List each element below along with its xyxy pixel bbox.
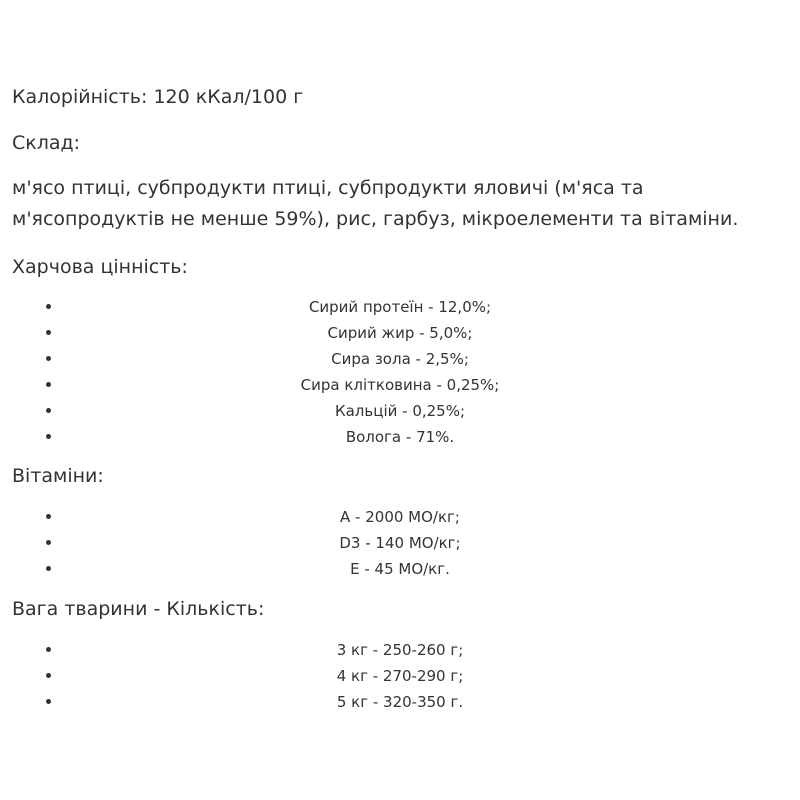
- bullet-icon: [46, 673, 51, 678]
- list-item: A - 2000 МО/кг;: [0, 504, 800, 530]
- feeding-heading: Вага тварини - Кількість:: [12, 598, 265, 620]
- list-item: 4 кг - 270-290 г;: [0, 663, 800, 689]
- feeding-list: [0, 637, 800, 715]
- list-item: 5 кг - 320-350 г.: [0, 689, 800, 715]
- list-item: Сира зола - 2,5%;: [0, 346, 800, 372]
- list-item: D3 - 140 МО/кг;: [0, 530, 800, 556]
- bullet-icon: [46, 330, 51, 335]
- calories-text: Калорійність: 120 кКал/100 г: [12, 86, 304, 108]
- bullet-icon: [46, 514, 51, 519]
- list-item: Волога - 71%.: [0, 424, 800, 450]
- list-item: Кальцій - 0,25%;: [0, 398, 800, 424]
- bullet-icon: [46, 699, 51, 704]
- bullet-icon: [46, 540, 51, 545]
- bullet-icon: [46, 566, 51, 571]
- bullet-icon: [46, 382, 51, 387]
- bullet-icon: [46, 647, 51, 652]
- vitamins-list: [0, 504, 800, 582]
- bullet-icon: [46, 356, 51, 361]
- vitamins-heading: Вітаміни:: [12, 465, 104, 487]
- bullet-icon: [46, 434, 51, 439]
- list-item: E - 45 МО/кг.: [0, 556, 800, 582]
- bullet-icon: [46, 304, 51, 309]
- bullet-icon: [46, 408, 51, 413]
- composition-line-2: м'ясопродуктів не менше 59%), рис, гарбуз, мікроелементи та вітаміни.: [12, 208, 739, 230]
- nutrition-list: [0, 294, 800, 450]
- composition-heading: Склад:: [12, 132, 81, 154]
- list-item: Сира клітковина - 0,25%;: [0, 372, 800, 398]
- list-item: Сирий жир - 5,0%;: [0, 320, 800, 346]
- list-item: 3 кг - 250-260 г;: [0, 637, 800, 663]
- composition-line-1: м'ясо птиці, субпродукти птиці, субпродукти яловичі (м'яса та: [12, 177, 644, 199]
- nutrition-heading: Харчова цінність:: [12, 256, 188, 278]
- list-item: Сирий протеїн - 12,0%;: [0, 294, 800, 320]
